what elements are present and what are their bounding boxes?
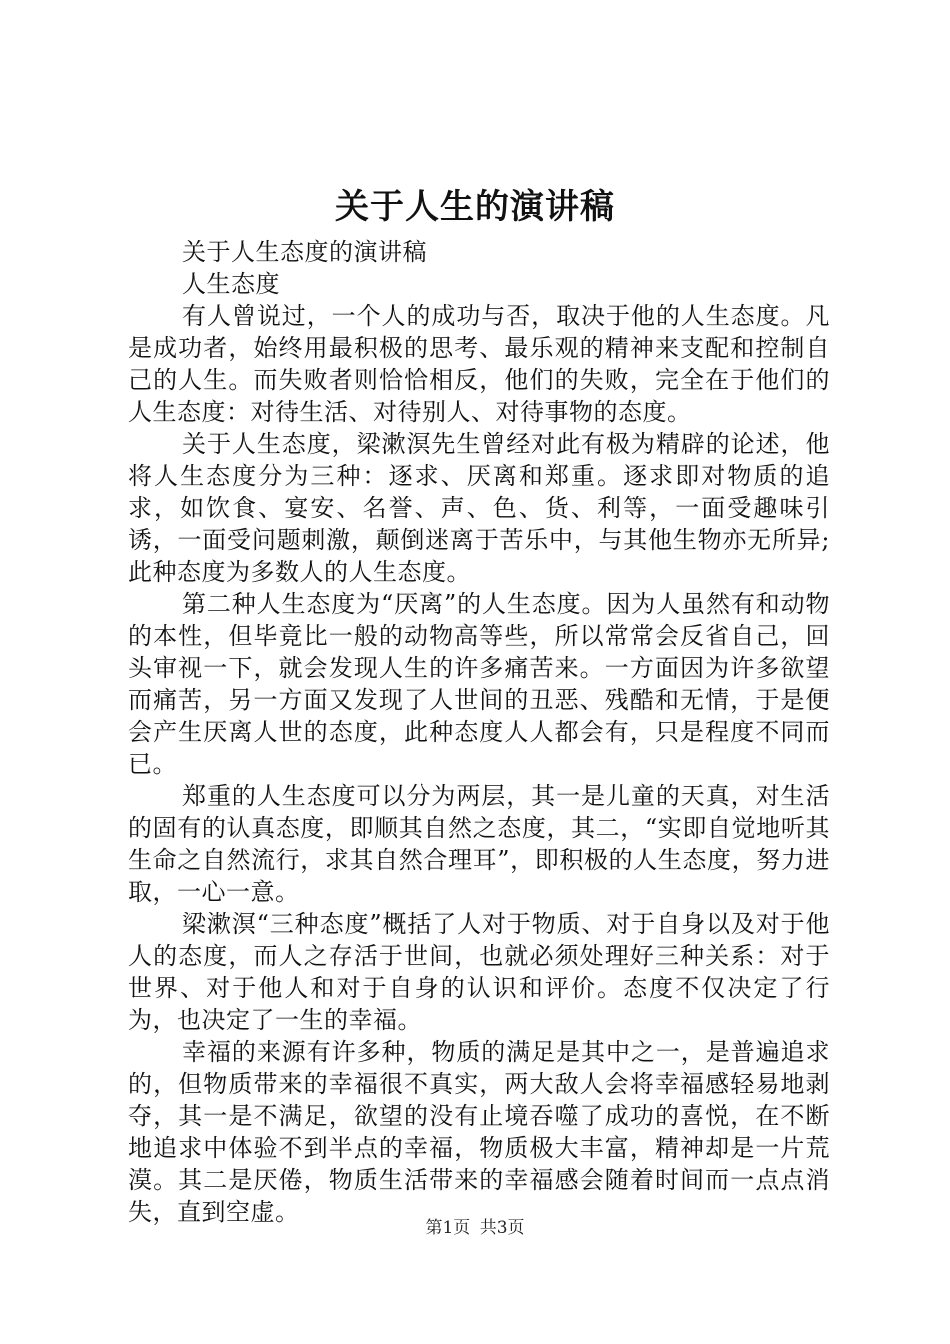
document-title: 关于人生的演讲稿 [335, 187, 615, 227]
paragraph: 幸福的来源有许多种，物质的满足是其中之一，是普遍追求的，但物质带来的幸福很不真实，两大敌人会将幸福感轻易地剥夺，其一是不满足，欲望的没有止境吞噬了成功的喜悦，在不断地追求中体验不到半点的幸福，物质极大丰富，精神却是一片荒漠。其二是厌倦，物质生活带来的幸福感会随着时间而一点点消失，直到空虚。 [128, 1038, 830, 1226]
page-footer [0, 1216, 950, 1240]
paragraph-subtitle: 关于人生态度的演讲稿 [182, 238, 427, 266]
page-total: 共3页 [479, 1218, 525, 1238]
paragraph: 关于人生态度，梁漱溟先生曾经对此有极为精辟的论述，他将人生态度分为三种：逐求、厌离和郑重。逐求即对物质的追求，如饮食、宴安、名誉、声、色、货、利等，一面受趣味引诱，一面受问题刺激，颠倒迷离于苦乐中，与其他生物亦无所异;此种态度为多数人的人生态度。 [128, 430, 830, 586]
paragraph-heading: 人生态度 [182, 270, 280, 298]
paragraph: 梁漱溟“三种态度”概括了人对于物质、对于自身以及对于他人的态度，而人之存活于世间，也就必须处理好三种关系：对于世界、对于他人和对于自身的认识和评价。态度不仅决定了行为，也决定了一生的幸福。 [128, 910, 830, 1034]
paragraph: 有人曾说过，一个人的成功与否，取决于他的人生态度。凡是成功者，始终用最积极的思考、最乐观的精神来支配和控制自己的人生。而失败者则恰恰相反，他们的失败，完全在于他们的人生态度：对待生活、对待别人、对待事物的态度。 [128, 302, 830, 426]
paragraph: 第二种人生态度为“厌离”的人生态度。因为人虽然有和动物的本性，但毕竟比一般的动物高等些，所以常常会反省自己，回头审视一下，就会发现人生的许多痛苦来。一方面因为许多欲望而痛苦，另一方面又发现了人世间的丑恶、残酷和无情，于是便会产生厌离人世的态度，此种态度人人都会有，只是程度不同而已。 [128, 590, 830, 778]
paragraph: 郑重的人生态度可以分为两层，其一是儿童的天真，对生活的固有的认真态度，即顺其自然之态度，其二，“实即自觉地听其生命之自然流行，求其自然合理耳”，即积极的人生态度，努力进取，一心一意。 [128, 782, 830, 906]
document-body [128, 236, 830, 1228]
page-number: 第1页 [425, 1218, 471, 1238]
